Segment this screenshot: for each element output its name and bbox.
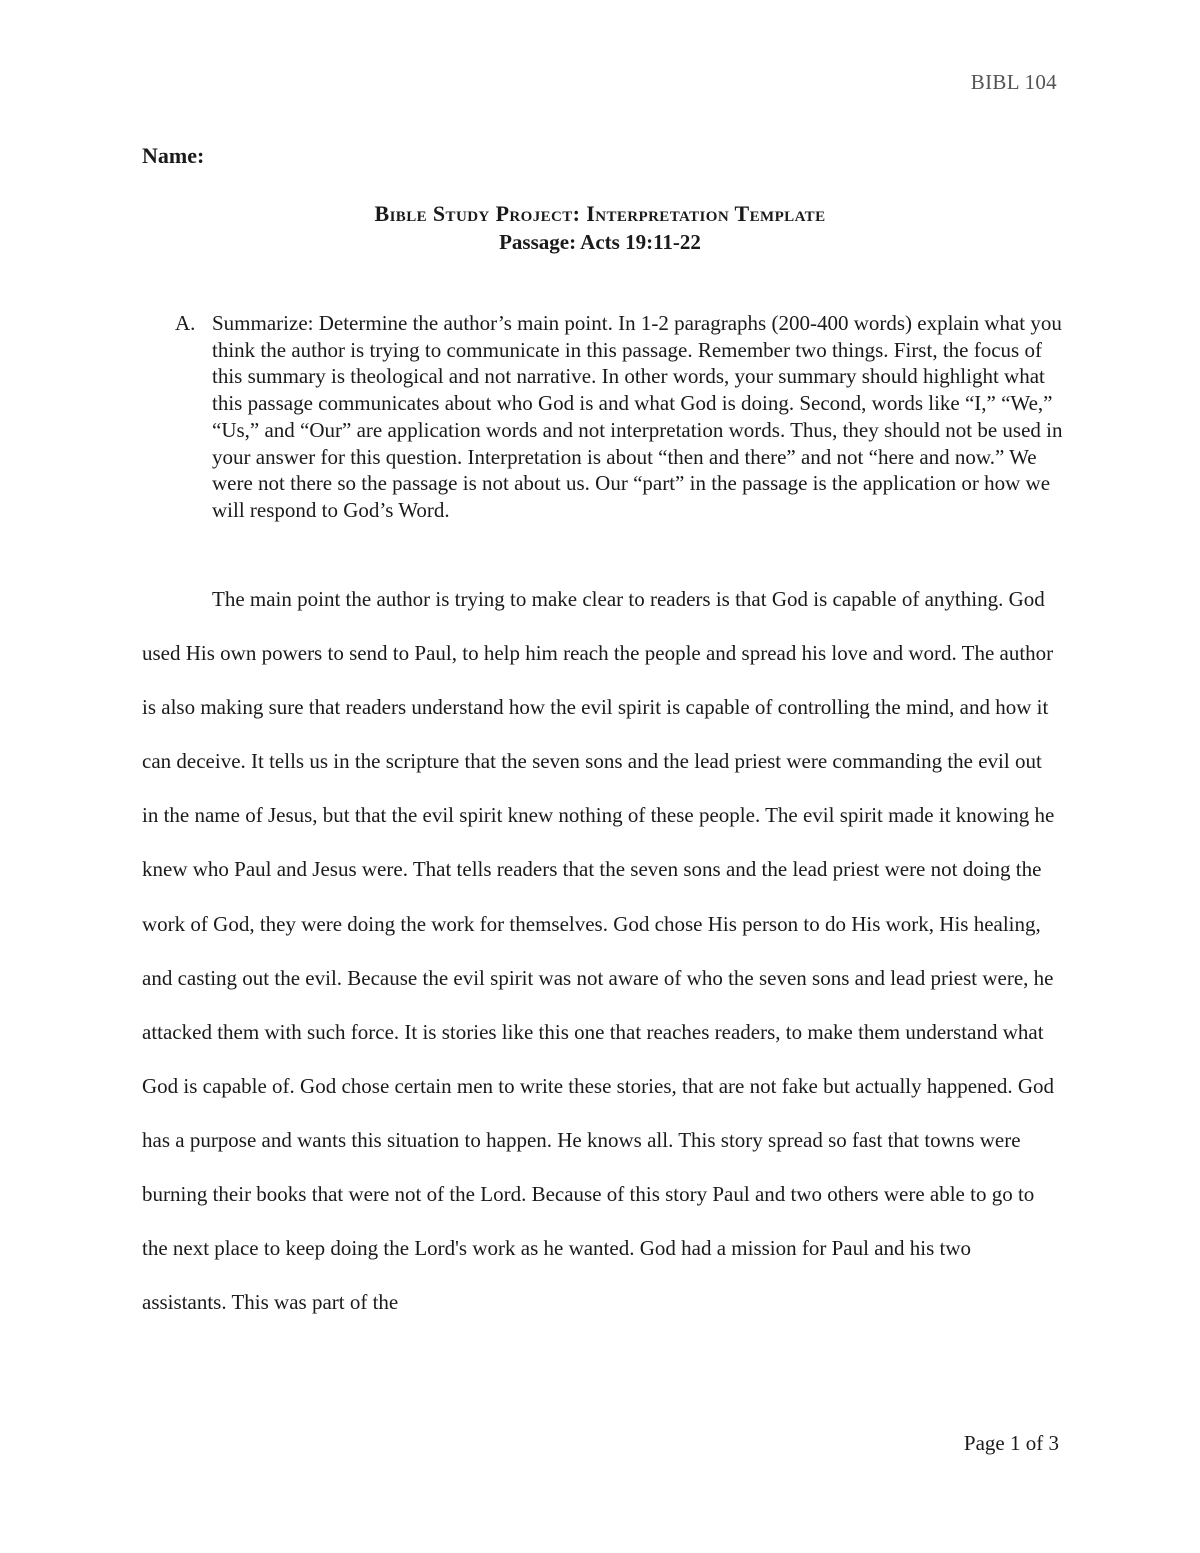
question-a <box>175 310 1065 524</box>
answer-paragraph: The main point the author is trying to make clear to readers is that God is capable of anything. God used His own powers to send to Paul, to help him reach the people and spread his love and word. The author is also making sure that readers understand how the evil spirit is capable of controlling the mind, and how it can deceive. It tells us in the scripture that the seven sons and the lead priest were commanding the evil out in the name of Jesus, but that the evil spirit knew nothing of these people. The evil spirit made it knowing he knew who Paul and Jesus were. That tells readers that the seven sons and the lead priest were not doing the work of God, they were doing the work for themselves. God chose His person to do His work, His healing, and casting out the evil. Because the evil spirit was not aware of who the seven sons and lead priest were, he attacked them with such force. It is stories like this one that reaches readers, to make them understand what God is capable of. God chose certain men to write these stories, that are not fake but actually happened. God has a purpose and wants this situation to happen. He knows all. This story spread so fast that towns were burning their books that were not of the Lord. Because of this story Paul and two others were able to go to the next place to keep doing the Lord's work as he wanted. God had a mission for Paul and his two assistants. This was part of the <box>142 587 1055 1315</box>
question-letter: A. <box>175 311 196 335</box>
name-field-label: Name: <box>142 143 205 168</box>
question-text: Summarize: Determine the author’s main point. In 1-2 paragraphs (200-400 words) explain what you think the author is trying to communicate in this passage. Remember two things. First, the focus of this summary is theological and not narrative. In other words, your summary should highlight what this passage communicates about who God is and what God is doing. Second, words like “I,” “We,” “Us,” and “Our” are application words and not interpretation words. Thus, they should not be used in your answer for this question. Interpretation is about “then and there” and not “here and now.” We were not there so the passage is not about us. Our “part” in the passage is the application or how we will respond to God’s Word. <box>212 311 1063 522</box>
course-code-header: BIBL 104 <box>970 70 1057 94</box>
document-title: Bible Study Project: Interpretation Template <box>374 201 826 226</box>
title-block <box>0 200 1200 256</box>
page-number: Page 1 of 3 <box>963 1431 1059 1455</box>
passage-reference: Passage: Acts 19:11-22 <box>499 230 701 254</box>
